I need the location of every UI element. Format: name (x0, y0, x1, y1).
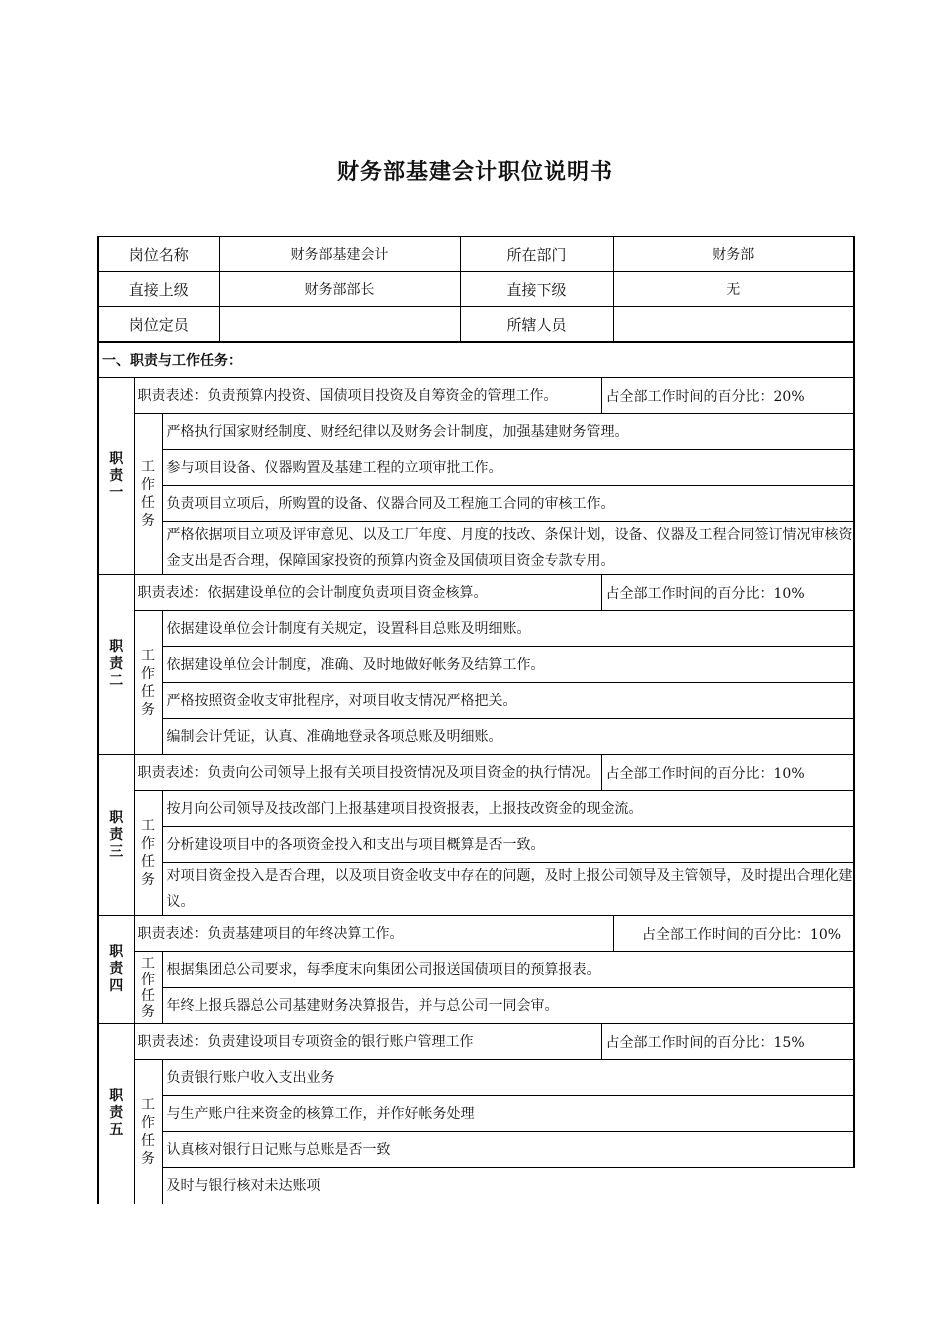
duty-2-task-row (98, 647, 854, 683)
duty-3-task-3: 对项目资金投入是否合理，以及项目资金收支中存在的问题，及时上报公司领导及主管领导，及时提出合理化建议。 (162, 863, 854, 916)
section-title: 一、职责与工作任务： (98, 342, 854, 378)
duty-2-label: 职责二 (98, 575, 134, 755)
duty-4-percent: 占全部工作时间的百分比：10% (613, 916, 854, 952)
superior-label: 直接上级 (98, 272, 219, 307)
duty-2-task-label: 工作任务 (134, 611, 162, 755)
duty-4-task-row (98, 988, 854, 1024)
duty-5-task-1: 负责银行账户收入支出业务 (162, 1060, 854, 1096)
duty-5-task-row (98, 1060, 854, 1096)
duty-1-task-2: 参与项目设备、仪器购置及基建工程的立项审批工作。 (162, 450, 854, 486)
duty-2-percent: 占全部工作时间的百分比：10% (601, 575, 854, 611)
duty-5-percent: 占全部工作时间的百分比：15% (601, 1024, 854, 1060)
duty-4-task-row (98, 952, 854, 988)
duty-3-task-label: 工作任务 (134, 791, 162, 916)
duty-1-statement-row (98, 378, 854, 414)
duty-5-task-4: 及时与银行核对未达账项 (162, 1168, 854, 1204)
job-description-table (97, 236, 855, 1204)
duty-1-task-label: 工作任务 (134, 414, 162, 575)
duty-2-statement-row (98, 575, 854, 611)
duty-3-task-2: 分析建设项目中的各项资金投入和支出与项目概算是否一致。 (162, 827, 854, 863)
duty-3-task-1: 按月向公司领导及技改部门上报基建项目投资报表，上报技改资金的现金流。 (162, 791, 854, 827)
duty-2-task-2: 依据建设单位会计制度，准确、及时地做好帐务及结算工作。 (162, 647, 854, 683)
duty-2-task-row (98, 683, 854, 719)
duty-1-task-row (98, 450, 854, 486)
duty-1-task-3: 负责项目立项后，所购置的设备、仪器合同及工程施工合同的审核工作。 (162, 486, 854, 522)
duty-4-label: 职责四 (98, 916, 134, 1024)
dept-label: 所在部门 (460, 237, 613, 272)
page-title: 财务部基建会计职位说明书 (336, 160, 613, 185)
duty-4-task-1: 根据集团总公司要求，每季度末向集团公司报送国债项目的预算报表。 (162, 952, 854, 988)
staff-value (613, 307, 854, 343)
section-header (98, 342, 854, 378)
dept-value: 财务部 (613, 237, 854, 272)
duty-1-task-1: 严格执行国家财经制度、财经纪律以及财务会计制度，加强基建财务管理。 (162, 414, 854, 450)
duty-4-statement: 职责表述：负责基建项目的年终决算工作。 (134, 916, 613, 952)
quota-label: 岗位定员 (98, 307, 219, 343)
header-row-2 (98, 272, 854, 307)
quota-value (219, 307, 460, 343)
post-name-label: 岗位名称 (98, 237, 219, 272)
duty-3-percent: 占全部工作时间的百分比：10% (601, 755, 854, 791)
duty-5-task-row (98, 1132, 854, 1168)
subordinate-value: 无 (613, 272, 854, 307)
duty-2-task-row (98, 719, 854, 755)
duty-1-label: 职责一 (98, 378, 134, 575)
duty-5-task-3: 认真核对银行日记账与总账是否一致 (162, 1132, 854, 1168)
duty-5-task-row (98, 1168, 854, 1204)
duty-2-task-3: 严格按照资金收支审批程序，对项目收支情况严格把关。 (162, 683, 854, 719)
duty-2-statement: 职责表述：依据建设单位的会计制度负责项目资金核算。 (134, 575, 601, 611)
duty-5-task-label: 工作任务 (134, 1060, 162, 1204)
duty-5-statement: 职责表述：负责建设项目专项资金的银行账户管理工作 (134, 1024, 601, 1060)
duty-1-task-4: 严格依据项目立项及评审意见、以及工厂年度、月度的技改、条保计划，设备、仪器及工程合同签订情况审核资金支出是否合理，保障国家投资的预算内资金及国债项目资金专款专用。 (162, 522, 854, 575)
superior-value: 财务部部长 (219, 272, 460, 307)
duty-2-task-4: 编制会计凭证，认真、准确地登录各项总账及明细账。 (162, 719, 854, 755)
header-row-3 (98, 307, 854, 343)
duty-3-task-row (98, 827, 854, 863)
duty-4-task-label: 工作任务 (134, 952, 162, 1024)
duty-4-statement-row (98, 916, 854, 952)
duty-1-task-row (98, 414, 854, 450)
duty-3-task-row (98, 791, 854, 827)
subordinate-label: 直接下级 (460, 272, 613, 307)
duty-1-statement: 职责表述：负责预算内投资、国债项目投资及自筹资金的管理工作。 (134, 378, 601, 414)
duty-5-statement-row (98, 1024, 854, 1060)
duty-2-task-row (98, 611, 854, 647)
duty-1-task-row (98, 522, 854, 575)
header-row-1 (98, 237, 854, 272)
duty-1-percent: 占全部工作时间的百分比：20% (601, 378, 854, 414)
duty-5-task-row (98, 1096, 854, 1132)
duty-3-statement: 职责表述：负责向公司领导上报有关项目投资情况及项目资金的执行情况。 (134, 755, 601, 791)
staff-label: 所辖人员 (460, 307, 613, 343)
duty-4-task-2: 年终上报兵器总公司基建财务决算报告，并与总公司一同会审。 (162, 988, 854, 1024)
post-name-value: 财务部基建会计 (219, 237, 460, 272)
duty-5-label: 职责五 (98, 1024, 134, 1204)
duty-1-task-row (98, 486, 854, 522)
duty-3-statement-row (98, 755, 854, 791)
duty-5-task-2: 与生产账户往来资金的核算工作，并作好帐务处理 (162, 1096, 854, 1132)
duty-3-task-row (98, 863, 854, 916)
duty-3-label: 职责三 (98, 755, 134, 916)
duty-2-task-1: 依据建设单位会计制度有关规定，设置科目总账及明细账。 (162, 611, 854, 647)
